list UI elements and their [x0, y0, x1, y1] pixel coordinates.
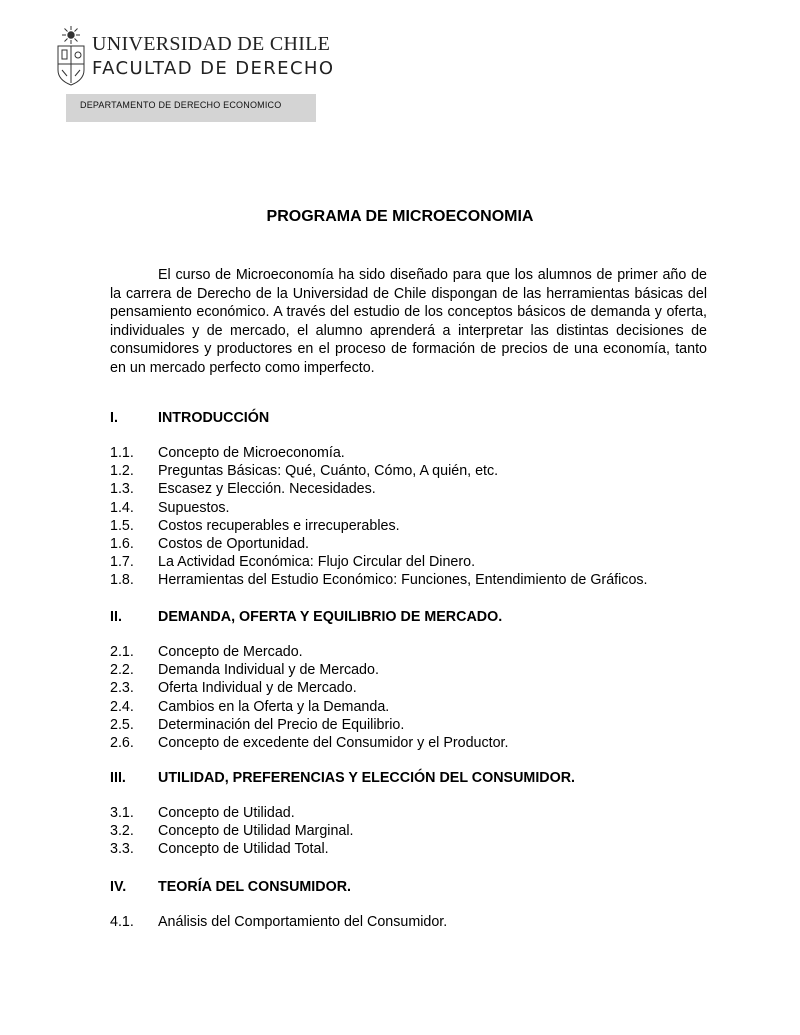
item-text: La Actividad Económica: Flujo Circular del Dinero. — [158, 554, 476, 571]
item-list — [110, 804, 575, 859]
faculty-name: FACULTAD DE DERECHO — [92, 58, 335, 79]
item-number: 2.6. — [110, 735, 134, 752]
intro-text: El curso de Microeconomía ha sido diseñado para que los alumnos de primer año de la carrera de Derecho de la Universidad de Chile dispongan de las herramientas básicas del pensamiento económico. A través del estudio de los conceptos básicos de demanda y oferta, individuales y de mercado, el alumno aprenderá a interpretar las distintas decisiones de consumidores y productores en el proceso de formación de precios de una economía, tanto en un mercado perfecto como imperfecto. — [110, 267, 707, 376]
item-number: 1.5. — [110, 517, 134, 534]
item-text: Determinación del Precio de Equilibrio. — [158, 716, 405, 733]
list-item — [110, 716, 508, 734]
list-item — [110, 840, 575, 858]
list-item — [110, 571, 648, 589]
letterhead — [54, 26, 334, 86]
logo-block — [54, 26, 334, 86]
list-item — [110, 462, 648, 480]
item-text: Preguntas Básicas: Qué, Cuánto, Cómo, A quién, etc. — [158, 463, 499, 480]
list-item — [110, 499, 648, 517]
section-title: TEORÍA DEL CONSUMIDOR. — [158, 879, 352, 895]
item-text: Costos recuperables e irrecuperables. — [158, 517, 400, 534]
list-item — [110, 698, 508, 716]
section-title: UTILIDAD, PREFERENCIAS Y ELECCIÓN DEL CONSUMIDOR. — [158, 770, 576, 786]
item-number: 1.8. — [110, 572, 134, 589]
item-text: Concepto de Microeconomía. — [158, 445, 345, 462]
department-banner — [66, 94, 316, 122]
item-text: Oferta Individual y de Mercado. — [158, 680, 357, 697]
intro-paragraph — [110, 266, 707, 378]
item-number: 1.2. — [110, 463, 134, 480]
list-item — [110, 480, 648, 498]
section-heading — [110, 768, 575, 788]
list-item — [110, 535, 648, 553]
item-text: Concepto de Mercado. — [158, 644, 303, 661]
list-item — [110, 804, 575, 822]
item-list — [110, 444, 648, 590]
section-3 — [110, 768, 575, 859]
item-text: Concepto de Utilidad Marginal. — [158, 823, 354, 840]
item-list — [110, 913, 447, 931]
item-number: 1.4. — [110, 499, 134, 516]
item-number: 1.1. — [110, 445, 134, 462]
section-number: II. — [110, 609, 122, 625]
item-number: 3.1. — [110, 805, 134, 822]
item-text: Costos de Oportunidad. — [158, 536, 310, 553]
item-text: Concepto de Utilidad. — [158, 805, 295, 822]
item-number: 1.3. — [110, 481, 134, 498]
item-text: Demanda Individual y de Mercado. — [158, 662, 379, 679]
item-text: Cambios en la Oferta y la Demanda. — [158, 698, 390, 715]
item-number: 3.3. — [110, 841, 134, 858]
item-list — [110, 643, 508, 752]
section-1 — [110, 408, 648, 590]
item-number: 2.3. — [110, 680, 134, 697]
item-number: 2.1. — [110, 644, 134, 661]
section-4 — [110, 877, 447, 931]
item-number: 2.2. — [110, 662, 134, 679]
item-text: Concepto de excedente del Consumidor y el Productor. — [158, 735, 509, 752]
institution-names — [92, 31, 334, 81]
item-number: 2.5. — [110, 716, 134, 733]
item-number: 4.1. — [110, 914, 134, 931]
section-title: INTRODUCCIÓN — [158, 410, 270, 426]
university-crest-icon — [54, 26, 88, 86]
section-2 — [110, 607, 508, 752]
item-number: 2.4. — [110, 698, 134, 715]
list-item — [110, 734, 508, 752]
item-number: 1.7. — [110, 554, 134, 571]
item-number: 1.6. — [110, 536, 134, 553]
section-heading — [110, 877, 447, 897]
item-text: Supuestos. — [158, 499, 230, 516]
item-text: Escasez y Elección. Necesidades. — [158, 481, 376, 498]
item-text: Concepto de Utilidad Total. — [158, 841, 329, 858]
page-title: PROGRAMA DE MICROECONOMIA — [266, 208, 534, 225]
list-item — [110, 643, 508, 661]
section-number: III. — [110, 770, 126, 786]
list-item — [110, 913, 447, 931]
list-item — [110, 553, 648, 571]
list-item — [110, 517, 648, 535]
list-item — [110, 822, 575, 840]
list-item — [110, 661, 508, 679]
item-text: Análisis del Comportamiento del Consumidor. — [158, 914, 448, 931]
section-heading — [110, 408, 648, 428]
item-text: Herramientas del Estudio Económico: Funciones, Entendimiento de Gráficos. — [158, 572, 648, 589]
list-item — [110, 444, 648, 462]
department-name: DEPARTAMENTO DE DERECHO ECONOMICO — [80, 100, 282, 110]
list-item — [110, 679, 508, 697]
section-number: IV. — [110, 879, 127, 895]
section-title: DEMANDA, OFERTA Y EQUILIBRIO DE MERCADO. — [158, 609, 503, 625]
section-heading — [110, 607, 508, 627]
item-number: 3.2. — [110, 823, 134, 840]
section-number: I. — [110, 410, 118, 426]
university-name: UNIVERSIDAD DE CHILE — [92, 33, 331, 55]
